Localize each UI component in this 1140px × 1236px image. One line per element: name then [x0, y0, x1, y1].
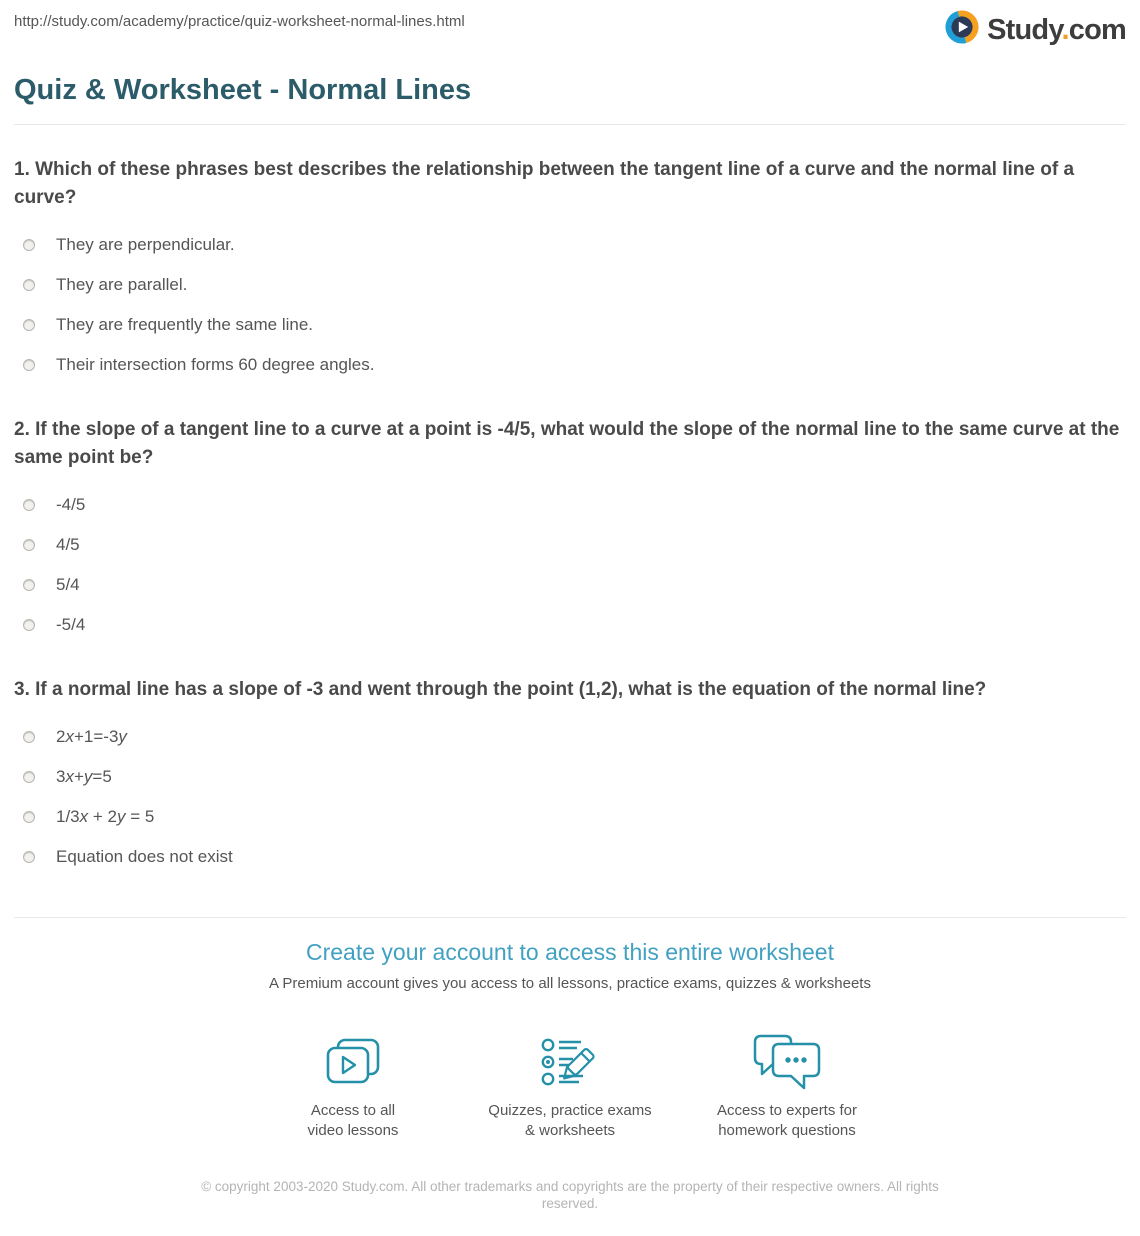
- option-label: Their intersection forms 60 degree angles.: [56, 355, 375, 374]
- studycom-logo-text: [987, 13, 1126, 47]
- option-label: Equation does not exist: [56, 847, 233, 866]
- radio-button[interactable]: [23, 851, 35, 863]
- option-label: 4/5: [56, 535, 80, 554]
- page-title: Quiz & Worksheet - Normal Lines: [14, 74, 472, 106]
- options-list: [14, 485, 1126, 645]
- top-bar: [14, 0, 1126, 50]
- option-row[interactable]: [14, 305, 1126, 345]
- option-label: 3x+y=5: [56, 767, 112, 786]
- option-row[interactable]: [14, 717, 1126, 757]
- radio-button[interactable]: [23, 319, 35, 331]
- logo-dot: .: [1061, 13, 1069, 46]
- logo-tld: com: [1068, 13, 1126, 46]
- radio-button[interactable]: [23, 539, 35, 551]
- option-row[interactable]: [14, 797, 1126, 837]
- radio-button[interactable]: [23, 771, 35, 783]
- feature-label-line: video lessons: [307, 1122, 399, 1139]
- option-label: They are perpendicular.: [56, 235, 235, 254]
- option-label: -4/5: [56, 495, 86, 514]
- option-row[interactable]: [14, 265, 1126, 305]
- question-prompt: 3. If a normal line has a slope of -3 and went through the point (1,2), what is the equation of the normal line?: [14, 679, 987, 700]
- option-label: 5/4: [56, 575, 80, 594]
- option-label: 2x+1=-3y: [56, 727, 127, 746]
- experts-chat-icon: [751, 1029, 823, 1091]
- feature-label-line: Access to experts for: [716, 1102, 858, 1119]
- feature-label: [717, 1101, 857, 1141]
- option-label: 1/3x + 2y = 5: [56, 807, 155, 826]
- promo-subheading: A Premium account gives you access to all lessons, practice exams, quizzes & worksheets: [269, 975, 871, 992]
- feature: [245, 1029, 462, 1141]
- option-row[interactable]: [14, 565, 1126, 605]
- option-row[interactable]: [14, 757, 1126, 797]
- feature-label-line: & worksheets: [524, 1122, 616, 1139]
- option-row[interactable]: [14, 485, 1126, 525]
- feature-label-line: Access to all: [310, 1102, 396, 1119]
- radio-button[interactable]: [23, 239, 35, 251]
- option-row[interactable]: [14, 837, 1126, 877]
- quiz-worksheet-icon: [539, 1029, 601, 1091]
- option-row[interactable]: [14, 525, 1126, 565]
- option-row[interactable]: [14, 225, 1126, 265]
- question-prompt: 1. Which of these phrases best describes the relationship between the tangent line of a curve and the normal line of a curve?: [14, 159, 1075, 208]
- studycom-logo[interactable]: [945, 10, 1126, 49]
- promo-features: [14, 1029, 1126, 1141]
- radio-button[interactable]: [23, 279, 35, 291]
- title-divider: [14, 124, 1126, 125]
- feature-label-line: Quizzes, practice exams: [488, 1102, 652, 1119]
- option-row[interactable]: [14, 605, 1126, 645]
- option-label: They are parallel.: [56, 275, 188, 294]
- logo-word: Study: [987, 13, 1062, 46]
- feature-label-line: homework questions: [718, 1122, 856, 1139]
- radio-button[interactable]: [23, 619, 35, 631]
- create-account-link[interactable]: Create your account to access this entire worksheet: [306, 939, 834, 965]
- feature: [679, 1029, 896, 1141]
- feature-label: [488, 1101, 651, 1141]
- radio-button[interactable]: [23, 731, 35, 743]
- option-label: They are frequently the same line.: [56, 315, 314, 334]
- radio-button[interactable]: [23, 499, 35, 511]
- video-lessons-icon: [324, 1029, 382, 1091]
- page-url: http://study.com/academy/practice/quiz-worksheet-normal-lines.html: [14, 13, 465, 30]
- feature: [462, 1029, 679, 1141]
- options-list: [14, 717, 1126, 877]
- option-row[interactable]: [14, 345, 1126, 385]
- question: [14, 416, 1126, 645]
- option-label: -5/4: [56, 615, 86, 634]
- feature-label: [308, 1101, 399, 1141]
- radio-button[interactable]: [23, 811, 35, 823]
- quiz-questions: [14, 156, 1126, 877]
- radio-button[interactable]: [23, 579, 35, 591]
- question: [14, 676, 1126, 877]
- copyright-notice: © copyright 2003-2020 Study.com. All other trademarks and copyrights are the property of their respective owners. All rights reserved.: [201, 1179, 939, 1211]
- options-list: [14, 225, 1126, 385]
- radio-button[interactable]: [23, 359, 35, 371]
- question: [14, 156, 1126, 385]
- studycom-logo-icon: [945, 10, 979, 49]
- promo-section: [14, 918, 1126, 1141]
- question-prompt: 2. If the slope of a tangent line to a curve at a point is -4/5, what would the slope of the normal line to the same curve at the same point be?: [14, 419, 1120, 468]
